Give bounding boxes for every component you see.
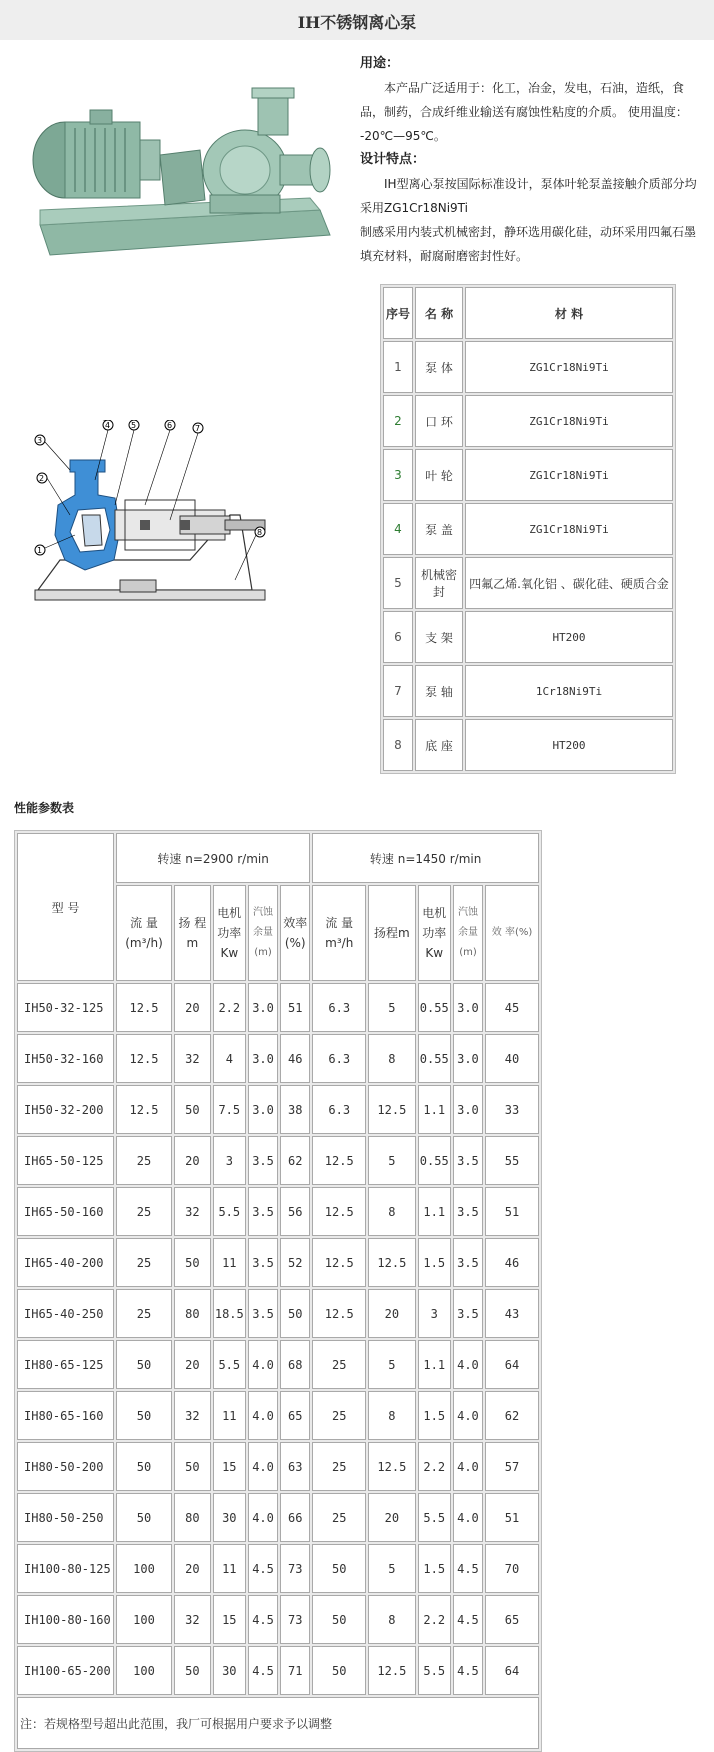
cell: 57 xyxy=(485,1442,539,1491)
materials-part: 支 架 xyxy=(415,611,463,663)
cell: 51 xyxy=(485,1187,539,1236)
cell-model: IH100-65-200 xyxy=(17,1646,114,1695)
materials-part: 底 座 xyxy=(415,719,463,771)
cell: 15 xyxy=(213,1442,246,1491)
cell: 8 xyxy=(368,1034,415,1083)
cell: 50 xyxy=(174,1646,211,1695)
cell: 43 xyxy=(485,1289,539,1338)
cell: 25 xyxy=(116,1187,172,1236)
cell: 50 xyxy=(116,1493,172,1542)
materials-no: 1 xyxy=(383,341,413,393)
cell: 12.5 xyxy=(116,1034,172,1083)
header-npsh-2900: 汽蚀余量(m) xyxy=(248,885,278,981)
cell: 5.5 xyxy=(213,1340,246,1389)
cell: 25 xyxy=(116,1238,172,1287)
table-row xyxy=(17,1544,539,1593)
cell: 3 xyxy=(213,1136,246,1185)
cell: 3.5 xyxy=(453,1238,483,1287)
cell: 25 xyxy=(312,1391,366,1440)
cell: 4.0 xyxy=(453,1391,483,1440)
table-row xyxy=(17,1289,539,1338)
callout-5: 5 xyxy=(131,421,137,430)
cell: 62 xyxy=(485,1391,539,1440)
callout-7: 7 xyxy=(195,424,201,433)
materials-part: 叶 轮 xyxy=(415,449,463,501)
header-eff-1450: 效 率(%) xyxy=(485,885,539,981)
cell: 25 xyxy=(312,1493,366,1542)
cell: 66 xyxy=(280,1493,310,1542)
design-text-1: IH型离心泵按国际标准设计，泵体叶轮泵盖接触介质部分均采用ZG1Cr18Ni9Ti xyxy=(360,177,697,215)
table-row xyxy=(17,1034,539,1083)
cell: 12.5 xyxy=(312,1187,366,1236)
cell: 30 xyxy=(213,1646,246,1695)
cell: 12.5 xyxy=(368,1442,415,1491)
cell: 32 xyxy=(174,1391,211,1440)
cell: 18.5 xyxy=(213,1289,246,1338)
cell: 20 xyxy=(174,1544,211,1593)
materials-material: ZG1Cr18Ni9Ti xyxy=(465,341,673,393)
materials-part: 泵 体 xyxy=(415,341,463,393)
cell: 3.0 xyxy=(453,1034,483,1083)
cell: 65 xyxy=(485,1595,539,1644)
cell: 8 xyxy=(368,1391,415,1440)
cell: 20 xyxy=(368,1289,415,1338)
cell-model: IH65-40-200 xyxy=(17,1238,114,1287)
cell: 65 xyxy=(280,1391,310,1440)
cell: 100 xyxy=(116,1595,172,1644)
callout-6: 6 xyxy=(167,421,173,430)
cell: 3.5 xyxy=(248,1238,278,1287)
cell: 1.1 xyxy=(418,1085,451,1134)
cell: 0.55 xyxy=(418,1136,451,1185)
materials-header-material: 材 料 xyxy=(465,287,673,339)
cell-model: IH65-50-125 xyxy=(17,1136,114,1185)
materials-part: 泵 轴 xyxy=(415,665,463,717)
callout-1: 1 xyxy=(37,546,43,555)
cell: 12.5 xyxy=(368,1085,415,1134)
cell: 64 xyxy=(485,1646,539,1695)
cell: 11 xyxy=(213,1544,246,1593)
cell: 50 xyxy=(116,1391,172,1440)
header-model: 型 号 xyxy=(17,833,114,981)
table-row xyxy=(17,1085,539,1134)
cell: 4.5 xyxy=(248,1544,278,1593)
cell-model: IH100-80-160 xyxy=(17,1595,114,1644)
cell: 12.5 xyxy=(368,1646,415,1695)
cell: 4.5 xyxy=(453,1544,483,1593)
materials-header-no: 序号 xyxy=(383,287,413,339)
cell: 25 xyxy=(312,1340,366,1389)
cell: 64 xyxy=(485,1340,539,1389)
header-head-1450: 扬程m xyxy=(368,885,415,981)
cell: 100 xyxy=(116,1544,172,1593)
materials-material: ZG1Cr18Ni9Ti xyxy=(465,503,673,555)
cell: 100 xyxy=(116,1646,172,1695)
cell: 68 xyxy=(280,1340,310,1389)
callout-2: 2 xyxy=(39,474,45,483)
materials-material: ZG1Cr18Ni9Ti xyxy=(465,449,673,501)
cell: 5 xyxy=(368,1340,415,1389)
table-row xyxy=(17,1391,539,1440)
cell: 70 xyxy=(485,1544,539,1593)
header-npsh-1450: 汽蚀余量 (m) xyxy=(453,885,483,981)
header-speed-2900: 转速 n=2900 r/min xyxy=(116,833,310,883)
materials-material: HT200 xyxy=(465,611,673,663)
materials-row xyxy=(383,557,673,609)
cell: 73 xyxy=(280,1544,310,1593)
materials-part: 口 环 xyxy=(415,395,463,447)
cell: 5.5 xyxy=(213,1187,246,1236)
cell: 46 xyxy=(485,1238,539,1287)
cell: 8 xyxy=(368,1187,415,1236)
design-heading: 设计特点： xyxy=(360,152,426,167)
callout-3: 3 xyxy=(37,436,43,445)
cell: 33 xyxy=(485,1085,539,1134)
materials-row xyxy=(383,341,673,393)
performance-table xyxy=(14,830,542,1752)
cell: 50 xyxy=(312,1544,366,1593)
performance-header-row-1 xyxy=(17,833,539,883)
cell: 3.0 xyxy=(453,983,483,1032)
cell: 4.0 xyxy=(453,1442,483,1491)
cell-model: IH80-65-160 xyxy=(17,1391,114,1440)
cell-model: IH50-32-125 xyxy=(17,983,114,1032)
cell: 25 xyxy=(312,1442,366,1491)
cell: 0.55 xyxy=(418,983,451,1032)
table-row xyxy=(17,1340,539,1389)
materials-row xyxy=(383,395,673,447)
pump-photo xyxy=(30,60,340,260)
cell: 12.5 xyxy=(368,1238,415,1287)
cell: 4.5 xyxy=(453,1646,483,1695)
cell: 3.0 xyxy=(248,983,278,1032)
cell: 3.5 xyxy=(453,1289,483,1338)
table-note: 注：若规格型号超出此范围，我厂可根据用户要求予以调整 xyxy=(17,1697,539,1749)
table-row xyxy=(17,1136,539,1185)
cell: 80 xyxy=(174,1493,211,1542)
materials-material: ZG1Cr18Ni9Ti xyxy=(465,395,673,447)
cell: 6.3 xyxy=(312,1034,366,1083)
cell: 5.5 xyxy=(418,1646,451,1695)
cell: 20 xyxy=(174,1136,211,1185)
cell: 50 xyxy=(174,1238,211,1287)
table-row xyxy=(17,1595,539,1644)
cell: 4.5 xyxy=(453,1595,483,1644)
cell: 4.0 xyxy=(248,1391,278,1440)
title-bar xyxy=(0,0,714,40)
description xyxy=(360,52,700,268)
materials-row xyxy=(383,449,673,501)
materials-no: 7 xyxy=(383,665,413,717)
cell: 4.0 xyxy=(453,1340,483,1389)
header-power-1450: 电机功率 Kw xyxy=(418,885,451,981)
header-head-2900: 扬 程 m xyxy=(174,885,211,981)
cell-model: IH80-50-200 xyxy=(17,1442,114,1491)
cell: 1.5 xyxy=(418,1391,451,1440)
header-power-2900: 电机功率 Kw xyxy=(213,885,246,981)
table-row xyxy=(17,983,539,1032)
materials-material: 1Cr18Ni9Ti xyxy=(465,665,673,717)
callout-8: 8 xyxy=(257,528,263,537)
cell: 50 xyxy=(116,1340,172,1389)
cell: 4.5 xyxy=(248,1646,278,1695)
cell: 3.5 xyxy=(248,1289,278,1338)
cell: 40 xyxy=(485,1034,539,1083)
header-flow-2900: 流 量 (m³/h) xyxy=(116,885,172,981)
cell: 2.2 xyxy=(418,1595,451,1644)
cell: 32 xyxy=(174,1595,211,1644)
materials-header-name: 名 称 xyxy=(415,287,463,339)
cell: 11 xyxy=(213,1238,246,1287)
cell: 12.5 xyxy=(116,1085,172,1134)
materials-row xyxy=(383,719,673,771)
page-title: IH不锈钢离心泵 xyxy=(297,13,417,32)
materials-no: 6 xyxy=(383,611,413,663)
cell: 6.3 xyxy=(312,983,366,1032)
materials-material: HT200 xyxy=(465,719,673,771)
cell: 4.5 xyxy=(248,1595,278,1644)
callout-4: 4 xyxy=(105,421,111,430)
cell: 5 xyxy=(368,983,415,1032)
cell: 2.2 xyxy=(418,1442,451,1491)
cell: 1.5 xyxy=(418,1238,451,1287)
materials-row xyxy=(383,665,673,717)
cell: 30 xyxy=(213,1493,246,1542)
cell: 32 xyxy=(174,1187,211,1236)
header-flow-1450: 流 量 m³/h xyxy=(312,885,366,981)
cell: 12.5 xyxy=(116,983,172,1032)
cell: 73 xyxy=(280,1595,310,1644)
cell: 12.5 xyxy=(312,1238,366,1287)
cell: 8 xyxy=(368,1595,415,1644)
cell-model: IH65-40-250 xyxy=(17,1289,114,1338)
cell: 3 xyxy=(418,1289,451,1338)
materials-no: 3 xyxy=(383,449,413,501)
cell: 32 xyxy=(174,1034,211,1083)
materials-part: 泵 盖 xyxy=(415,503,463,555)
cell: 80 xyxy=(174,1289,211,1338)
cell: 3.5 xyxy=(453,1136,483,1185)
cell: 3.0 xyxy=(453,1085,483,1134)
cell: 50 xyxy=(174,1442,211,1491)
header-eff-2900: 效率 (%) xyxy=(280,885,310,981)
cell: 4.0 xyxy=(248,1442,278,1491)
table-row xyxy=(17,1646,539,1695)
cell-model: IH65-50-160 xyxy=(17,1187,114,1236)
cell: 20 xyxy=(174,983,211,1032)
materials-no: 2 xyxy=(383,395,413,447)
cell: 6.3 xyxy=(312,1085,366,1134)
cell: 4.0 xyxy=(453,1493,483,1542)
cell: 38 xyxy=(280,1085,310,1134)
cell: 0.55 xyxy=(418,1034,451,1083)
design-text-2: 制感采用内装式机械密封，静环选用碳化硅，动环采用四氟石墨填充材料，耐腐耐磨密封性好。 xyxy=(360,225,697,263)
cell: 52 xyxy=(280,1238,310,1287)
table-row xyxy=(17,1238,539,1287)
materials-header-row xyxy=(383,287,673,339)
materials-material: 四氟乙烯.氧化铝 、碳化硅、硬质合金 xyxy=(465,557,673,609)
cell: 7.5 xyxy=(213,1085,246,1134)
usage-text: 本产品广泛适用于：化工，冶金，发电，石油，造纸，食品，制药，合成纤维业输送有腐蚀性粘度的介质。 使用温度： -20℃—95℃。 xyxy=(360,81,688,143)
cell: 3.0 xyxy=(248,1034,278,1083)
cell-model: IH80-65-125 xyxy=(17,1340,114,1389)
cell: 12.5 xyxy=(312,1289,366,1338)
table-row xyxy=(17,1442,539,1491)
materials-no: 8 xyxy=(383,719,413,771)
cell: 5.5 xyxy=(418,1493,451,1542)
cell: 2.2 xyxy=(213,983,246,1032)
header-speed-1450: 转速 n=1450 r/min xyxy=(312,833,539,883)
materials-table xyxy=(380,284,676,774)
cell: 20 xyxy=(174,1340,211,1389)
table-row xyxy=(17,1493,539,1542)
materials-part: 机械密封 xyxy=(415,557,463,609)
table-row xyxy=(17,1187,539,1236)
cell: 51 xyxy=(485,1493,539,1542)
cell: 11 xyxy=(213,1391,246,1440)
cell: 45 xyxy=(485,983,539,1032)
cell: 3.5 xyxy=(248,1187,278,1236)
cell-model: IH100-80-125 xyxy=(17,1544,114,1593)
cell: 1.1 xyxy=(418,1340,451,1389)
cell: 15 xyxy=(213,1595,246,1644)
cell: 3.5 xyxy=(248,1136,278,1185)
materials-row xyxy=(383,611,673,663)
cell: 5 xyxy=(368,1544,415,1593)
cell: 25 xyxy=(116,1289,172,1338)
note-row xyxy=(17,1697,539,1749)
cell: 51 xyxy=(280,983,310,1032)
cell: 63 xyxy=(280,1442,310,1491)
cell: 4.0 xyxy=(248,1340,278,1389)
cell: 3.0 xyxy=(248,1085,278,1134)
cell-model: IH80-50-250 xyxy=(17,1493,114,1542)
cell: 25 xyxy=(116,1136,172,1185)
cell: 56 xyxy=(280,1187,310,1236)
cell: 1.5 xyxy=(418,1544,451,1593)
usage-heading: 用途： xyxy=(360,56,400,71)
cell: 4 xyxy=(213,1034,246,1083)
cell: 50 xyxy=(280,1289,310,1338)
cell: 5 xyxy=(368,1136,415,1185)
cell: 20 xyxy=(368,1493,415,1542)
cell: 3.5 xyxy=(453,1187,483,1236)
cell: 71 xyxy=(280,1646,310,1695)
cell: 46 xyxy=(280,1034,310,1083)
pump-section-diagram xyxy=(30,420,270,620)
materials-row xyxy=(383,503,673,555)
cell: 12.5 xyxy=(312,1136,366,1185)
cell: 1.1 xyxy=(418,1187,451,1236)
cell: 62 xyxy=(280,1136,310,1185)
cell: 4.0 xyxy=(248,1493,278,1542)
performance-title: 性能参数表 xyxy=(14,801,75,815)
cell: 50 xyxy=(312,1595,366,1644)
materials-no: 4 xyxy=(383,503,413,555)
materials-no: 5 xyxy=(383,557,413,609)
cell: 50 xyxy=(312,1646,366,1695)
cell-model: IH50-32-200 xyxy=(17,1085,114,1134)
cell: 55 xyxy=(485,1136,539,1185)
cell: 50 xyxy=(174,1085,211,1134)
cell-model: IH50-32-160 xyxy=(17,1034,114,1083)
cell: 50 xyxy=(116,1442,172,1491)
